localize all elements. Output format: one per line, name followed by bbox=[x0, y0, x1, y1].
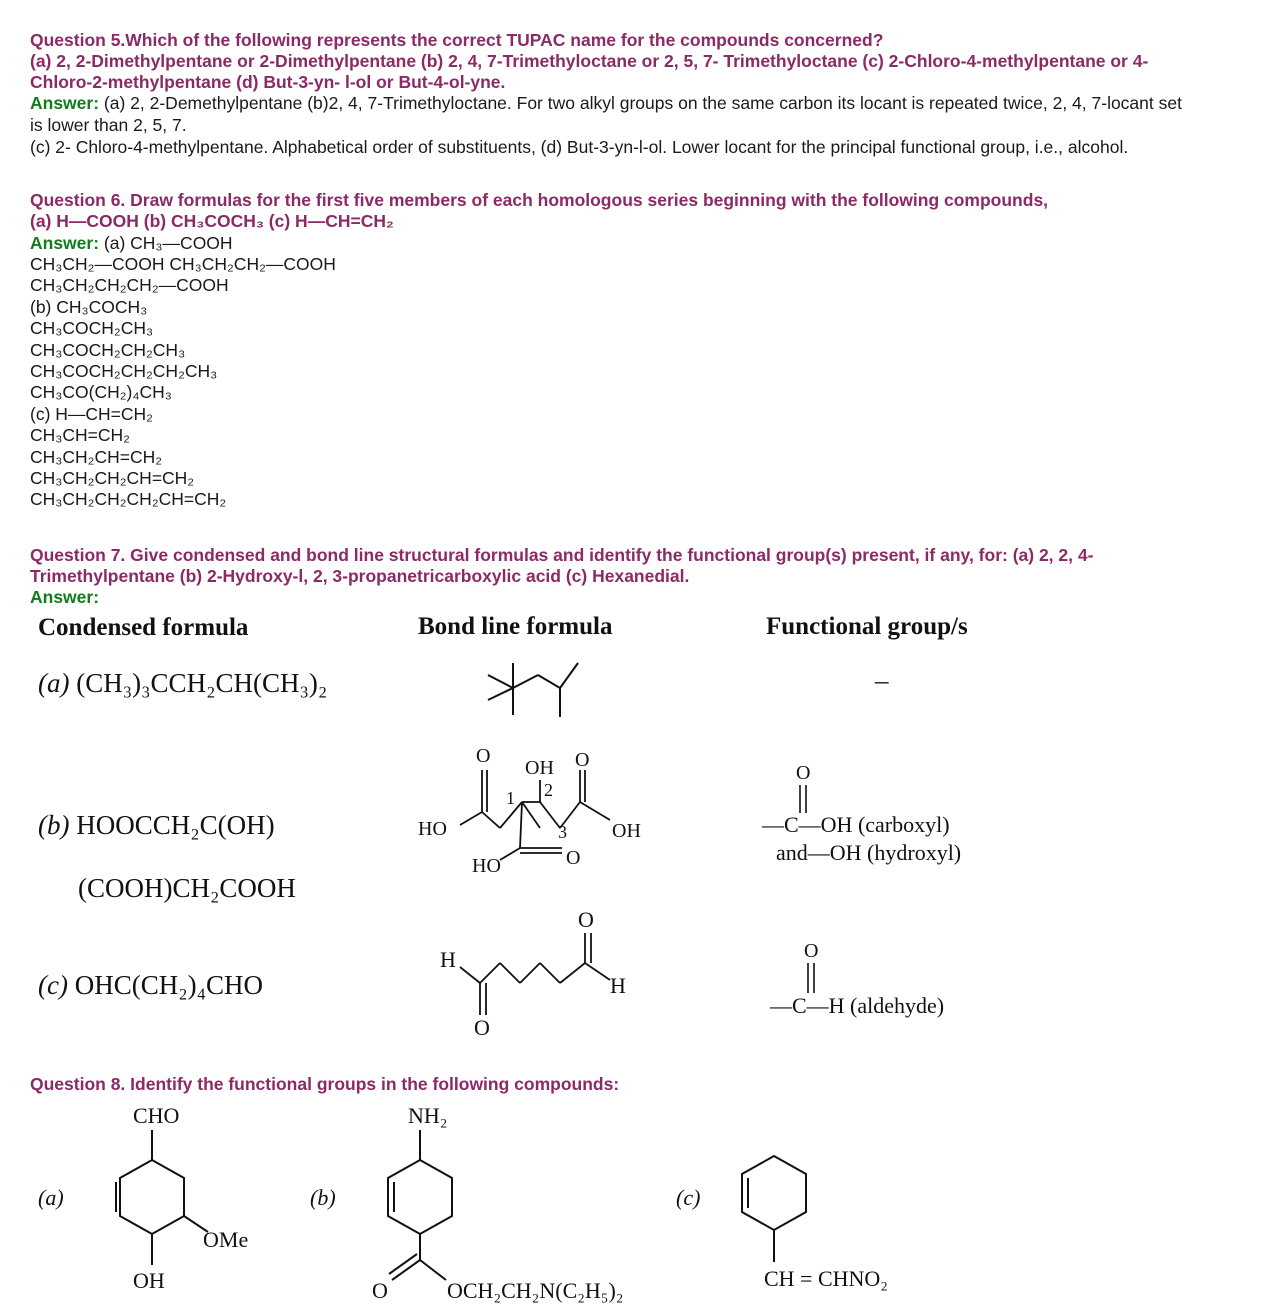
q6-answer-first bbox=[30, 233, 233, 255]
label-text: (b) bbox=[310, 1185, 336, 1210]
formula-line: CH₃CH=CH₂ bbox=[30, 425, 130, 446]
formula-line: CH₃CH₂CH₂CH₂CH=CH₂ bbox=[30, 489, 227, 510]
atom-ho-bottom: HO bbox=[472, 855, 501, 877]
aldehyde-carbonyl bbox=[768, 935, 828, 1000]
condensed-b-line2: (COOH)CH₂COOH bbox=[78, 873, 296, 903]
q5-title: Question 5.Which of the following represents the correct TUPAC name for the compounds concerned? bbox=[30, 30, 884, 50]
atom-o-bottom: O bbox=[566, 847, 581, 869]
formula-line: (b) CH₃COCH₃ bbox=[30, 296, 148, 317]
carbonyl-oxygen: O bbox=[372, 1278, 388, 1303]
q8-label-a bbox=[38, 1185, 64, 1211]
substituent-nh2: NH₂ bbox=[408, 1103, 448, 1128]
q8-label-c bbox=[676, 1185, 700, 1211]
carbonyl-o: O bbox=[804, 940, 819, 962]
atom-oh: OH bbox=[525, 757, 554, 779]
q5-answer-text: (a) 2, 2-Demethylpentane (b)2, 4, 7-Trimethyloctane. For two alkyl groups on the same carbon its locant is repeated twice, 2, 4, 7-locant set bbox=[99, 93, 1182, 113]
substituent-ester: OCH₂CH₂N(C₂H₅)₂ bbox=[447, 1278, 624, 1303]
answer-label: Answer: bbox=[30, 233, 100, 253]
condensed-c-formula: OHC(CH₂)₄CHO bbox=[74, 970, 264, 1000]
atom-o: O bbox=[476, 745, 491, 767]
label-text: (c) bbox=[676, 1185, 701, 1210]
condensed-b-formula: HOOCCH₂C(OH) bbox=[76, 810, 275, 840]
functional-a: – bbox=[875, 665, 889, 695]
q5-answer-line2: is lower than 2, 5, 7. bbox=[30, 115, 187, 135]
q5-options-line2: Chloro-2-methylpentane (d) But-3-yn- l-ol or But-4-ol-yne. bbox=[30, 72, 506, 92]
atom-h-left: H bbox=[440, 947, 456, 972]
q6-formula-list bbox=[30, 254, 336, 511]
locant-2: 2 bbox=[544, 780, 553, 800]
q8-title: Question 8. Identify the functional groups in the following compounds: bbox=[30, 1074, 620, 1094]
q6-title: Question 6. Draw formulas for the first five members of each homologous series beginning with the following compounds, bbox=[30, 190, 1049, 210]
functional-b-line2: and—OH (hydroxyl) bbox=[776, 840, 962, 865]
formula-line: CH₃COCH₂CH₂CH₂CH₃ bbox=[30, 360, 218, 381]
q5-answer-line1 bbox=[30, 93, 1182, 115]
atom-o: O bbox=[575, 749, 590, 771]
q7-title-line2: Trimethylpentane (b) 2-Hydroxy-l, 2, 3-propanetricarboxylic acid (c) Hexanedial. bbox=[30, 566, 690, 586]
formula-line: CH₃CH₂—COOH CH₃CH₂CH₂—COOH bbox=[30, 254, 336, 274]
q6-answer-text: (a) CH₃—COOH bbox=[99, 233, 233, 253]
condensed-a-formula: (CH₃)₃CCH₂CH(CH₃)₂ bbox=[76, 668, 328, 698]
q7-title-line1: Question 7. Give condensed and bond line structural formulas and identify the functional group(s) present, if any, for: (a) 2, 2, 4- bbox=[30, 545, 1094, 565]
condensed-c bbox=[38, 970, 263, 1001]
row-label-c: (c) bbox=[38, 970, 68, 1000]
formula-line: (c) H—CH=CH₂ bbox=[30, 403, 153, 424]
formula-line: CH₃COCH₂CH₃ bbox=[30, 318, 154, 339]
header-condensed: Condensed formula bbox=[38, 614, 249, 641]
row-label-a: (a) bbox=[38, 668, 70, 698]
formula-line: CH₃CH₂CH=CH₂ bbox=[30, 446, 163, 467]
formula-line: CH₃CO(CH₂)₄CH₃ bbox=[30, 382, 172, 403]
q5-answer-line3: (c) 2- Chloro-4-methylpentane. Alphabetical order of substituents, (d) But-3-yn-l-ol. Lower locant for the principal functional group, i.e., alcohol. bbox=[30, 137, 1129, 157]
locant-1: 1 bbox=[506, 788, 515, 808]
formula-line: CH₃COCH₂CH₂CH₃ bbox=[30, 339, 186, 360]
substituent-ome: OMe bbox=[203, 1227, 249, 1252]
formula-line: CH₃CH₂CH₂CH₂—COOH bbox=[30, 275, 229, 296]
q8-label-b bbox=[310, 1185, 336, 1211]
substituent-oh: OH bbox=[133, 1268, 165, 1293]
functional-b-line1: —C—OH (carboxyl) bbox=[762, 812, 950, 837]
q7-answer-label: Answer: bbox=[30, 587, 100, 607]
atom-h-right: H bbox=[610, 973, 626, 998]
benzene-ring-a bbox=[100, 1130, 220, 1270]
bond-line-c bbox=[430, 905, 640, 1045]
benzene-ring-b bbox=[370, 1130, 490, 1290]
substituent-cho: CHO bbox=[133, 1103, 180, 1128]
locant-3: 3 bbox=[558, 822, 567, 842]
atom-o-top: O bbox=[578, 907, 594, 932]
q5-options-line1: (a) 2, 2-Dimethylpentane or 2-Dimethylpentane (b) 2, 4, 7-Trimethyloctane or 2, 5, 7- Trimethyloctane (c) 2-Chloro-4-methylpentane or 4- bbox=[30, 51, 1149, 71]
row-label-b: (b) bbox=[38, 810, 70, 840]
answer-label: Answer: bbox=[30, 93, 100, 113]
substituent-nitrovinyl: CH = CHNO₂ bbox=[764, 1266, 888, 1291]
header-functional: Functional group/s bbox=[766, 613, 968, 640]
condensed-a bbox=[38, 668, 327, 699]
condensed-b-line1 bbox=[38, 810, 275, 841]
header-bond-line: Bond line formula bbox=[418, 613, 613, 640]
functional-c: —C—H (aldehyde) bbox=[770, 993, 945, 1018]
atom-oh-right: OH bbox=[612, 820, 641, 842]
carbonyl-o: O bbox=[796, 762, 811, 784]
formula-line: CH₃CH₂CH₂CH=CH₂ bbox=[30, 467, 195, 488]
q6-compounds: (a) H—COOH (b) CH₃COCH₃ (c) H—CH=CH₂ bbox=[30, 211, 394, 231]
bond-line-a bbox=[480, 655, 580, 725]
bond-line-b bbox=[410, 740, 670, 885]
atom-ho-left: HO bbox=[418, 818, 447, 840]
label-text: (a) bbox=[38, 1185, 64, 1210]
atom-o-bottom: O bbox=[474, 1015, 490, 1040]
benzene-ring-c bbox=[730, 1150, 830, 1270]
